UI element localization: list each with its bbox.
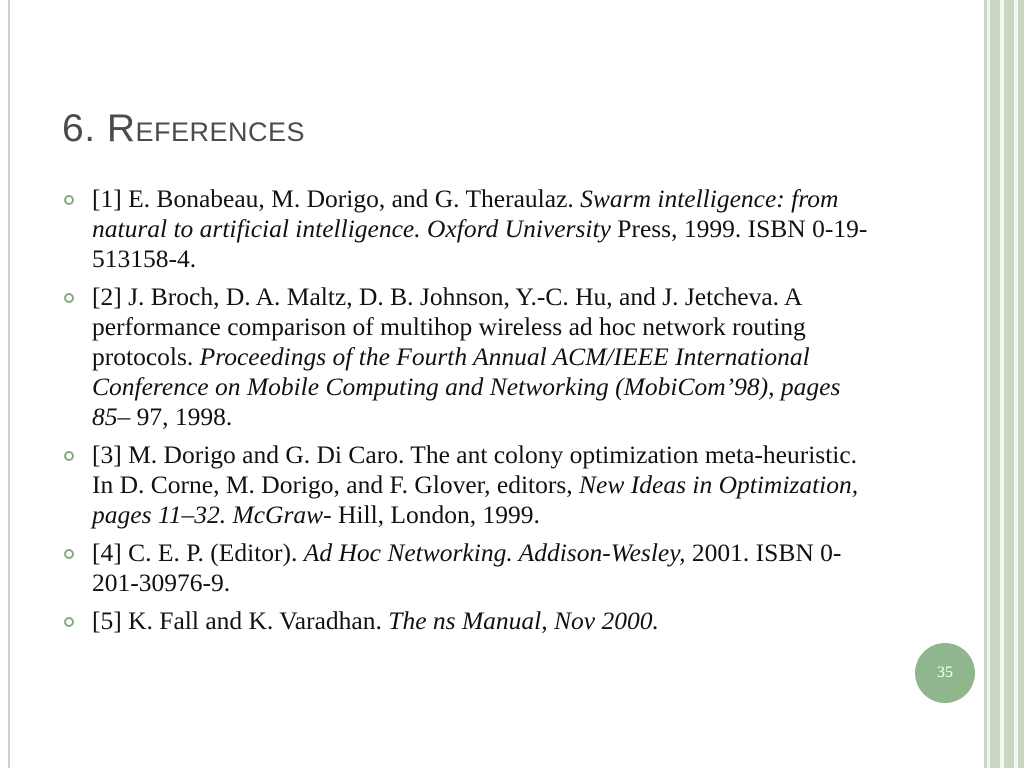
reference-text-tail: Press, 1999. ISBN 0-19-513158-4. <box>92 214 868 273</box>
reference-title: Swarm intelligence: from natural to artificial intelligence. Oxford University <box>92 184 839 243</box>
reference-title: The ns Manual, Nov 2000. <box>388 606 659 635</box>
reference-item <box>62 606 882 636</box>
reference-text-tail: – 97, 1998. <box>117 402 233 431</box>
reference-text-tail: 2001. ISBN 0-201-30976-9. <box>92 538 842 597</box>
reference-list <box>62 184 882 644</box>
page-number-badge <box>915 643 975 703</box>
reference-title: New Ideas in Optimization, pages 11–32. McGraw <box>92 470 859 529</box>
bullet-circle-icon <box>64 451 74 461</box>
reference-item <box>62 282 882 432</box>
reference-text: [3] M. Dorigo and G. Di Caro. The ant colony optimization meta-heuristic. In D. Corne, M. Dorigo, and F. Glover, editors, <box>92 440 858 499</box>
bullet-circle-icon <box>64 617 74 627</box>
slide-title: 6. References <box>62 107 306 150</box>
left-frame-border <box>8 0 10 768</box>
bullet-circle-icon <box>64 293 74 303</box>
page-number: 35 <box>937 664 953 681</box>
reference-text: [1] E. Bonabeau, M. Dorigo, and G. Theraulaz. <box>92 184 581 213</box>
right-frame-stripes <box>978 0 1024 768</box>
reference-item <box>62 538 882 598</box>
reference-item <box>62 184 882 274</box>
bullet-circle-icon <box>64 549 74 559</box>
reference-text: [2] J. Broch, D. A. Maltz, D. B. Johnson, Y.-C. Hu, and J. Jetcheva. A performance comparison of multihop wireless ad hoc network routing protocols. <box>92 282 806 371</box>
bullet-circle-icon <box>64 195 74 205</box>
reference-text: [4] C. E. P. (Editor). <box>92 538 304 567</box>
reference-text-tail: - Hill, London, 1999. <box>323 500 540 529</box>
reference-title: Proceedings of the Fourth Annual ACM/IEEE International Conference on Mobile Computing and Networking (MobiCom’98), pages 85 <box>92 342 841 431</box>
reference-item <box>62 440 882 530</box>
reference-text: [5] K. Fall and K. Varadhan. <box>92 606 389 635</box>
reference-title: Ad Hoc Networking. Addison-Wesley, <box>303 538 686 567</box>
